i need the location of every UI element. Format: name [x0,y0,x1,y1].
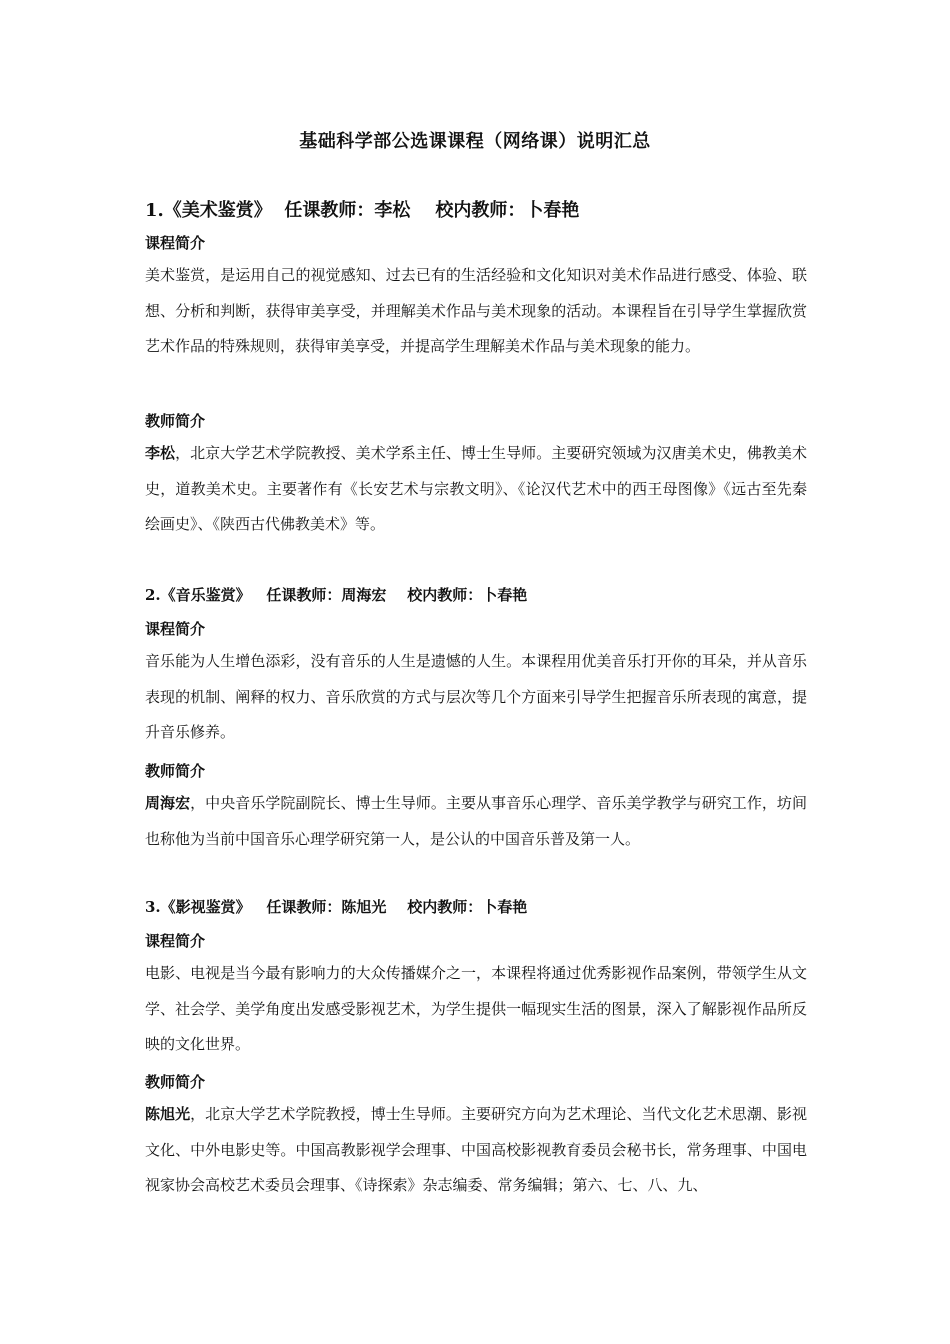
section-1-teacher-text [145,436,807,543]
section-2-teacher-label: 教师简介 [145,762,206,780]
section-2-heading: 2.《音乐鉴赏》 任课教师：周海宏 校内教师：卜春艳 [145,586,528,604]
section-1-teacher-label: 教师简介 [145,412,206,430]
section-1-course-label: 课程简介 [145,234,206,252]
section-1-teacher-bio: ，北京大学艺术学院教授、美术学系主任、博士生导师。主要研究领域为汉唐美术史，佛教美术史，道教美术史。主要著作有《长安艺术与宗教文明》、《论汉代艺术中的西王母图像》《远古至先秦绘画史》、《陕西古代佛教美术》等。 [145,444,807,533]
section-2-course-label: 课程简介 [145,620,206,638]
section-2-teacher-text [145,786,807,857]
section-3-course-label: 课程简介 [145,932,206,950]
section-3-course-text: 电影、电视是当今最有影响力的大众传播媒介之一，本课程将通过优秀影视作品案例，带领学生从文学、社会学、美学角度出发感受影视艺术，为学生提供一幅现实生活的图景，深入了解影视作品所反映的文化世界。 [145,964,807,1053]
section-2-teacher-name: 周海宏 [145,794,191,812]
section-3-teacher-bio: ，北京大学艺术学院教授，博士生导师。主要研究方向为艺术理论、当代文化艺术思潮、影视文化、中外电影史等。中国高教影视学会理事、中国高校影视教育委员会秘书长，常务理事、中国电视家协会高校艺术委员会理事、《诗探索》杂志编委、常务编辑；第六、七、八、九、 [145,1105,807,1194]
section-3-teacher-text [145,1097,807,1204]
section-3-heading: 3.《影视鉴赏》 任课教师：陈旭光 校内教师：卜春艳 [145,898,528,916]
section-3-teacher-label: 教师简介 [145,1073,206,1091]
document-title: 基础科学部公选课课程（网络课）说明汇总 [299,131,651,152]
section-2-course-text: 音乐能为人生增色添彩，没有音乐的人生是遗憾的人生。本课程用优美音乐打开你的耳朵，并从音乐表现的机制、阐释的权力、音乐欣赏的方式与层次等几个方面来引导学生把握音乐所表现的寓意，提升音乐修养。 [145,652,807,741]
section-3-teacher-name: 陈旭光 [145,1105,191,1123]
section-1-teacher-name: 李松 [145,444,176,462]
section-1-course-text: 美术鉴赏，是运用自己的视觉感知、过去已有的生活经验和文化知识对美术作品进行感受、体验、联想、分析和判断，获得审美享受，并理解美术作品与美术现象的活动。本课程旨在引导学生掌握欣赏艺术作品的特殊规则，获得审美享受，并提高学生理解美术作品与美术现象的能力。 [145,266,807,355]
section-2-teacher-bio: ，中央音乐学院副院长、博士生导师。主要从事音乐心理学、音乐美学教学与研究工作，坊间也称他为当前中国音乐心理学研究第一人，是公认的中国音乐普及第一人。 [145,794,807,848]
section-1-heading: 1.《美术鉴赏》 任课教师：李松 校内教师：卜春艳 [145,200,580,221]
